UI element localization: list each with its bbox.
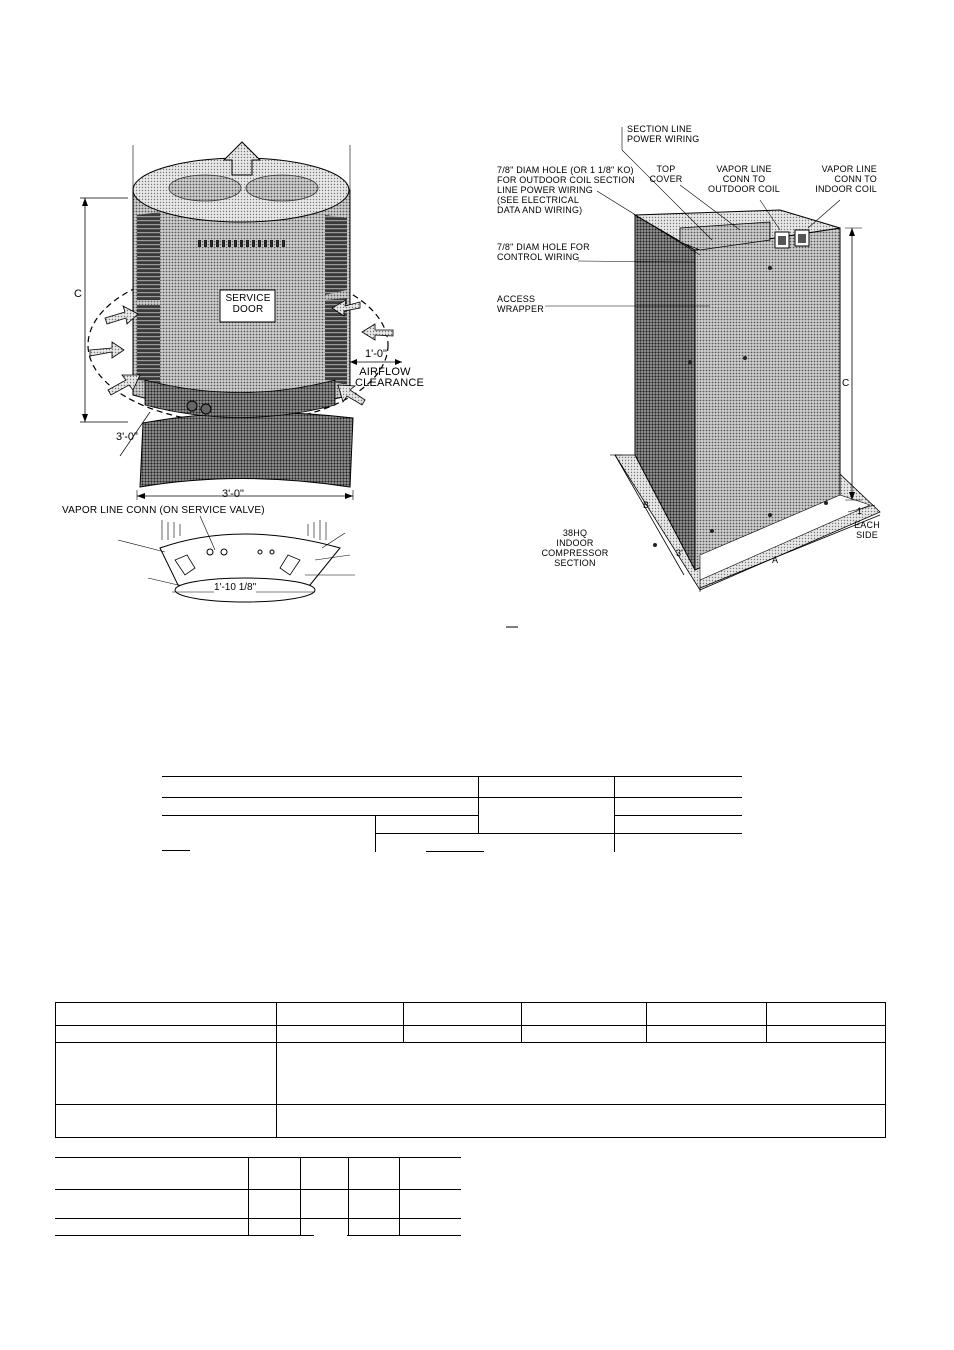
table-cell: [277, 1105, 886, 1138]
vent-slots: [198, 240, 285, 247]
table-cell: [277, 1043, 886, 1105]
base-dim: 1'-10 1/8": [214, 582, 257, 593]
table-cell: [56, 1003, 277, 1026]
right-dim-c: C: [842, 378, 850, 389]
section-name-label: 38HQ INDOOR COMPRESSOR SECTION: [541, 528, 609, 568]
vapor-line-conn-label: VAPOR LINE CONN (ON SERVICE VALVE): [62, 505, 265, 516]
diam-hole-power-label: 7/8" DIAM HOLE (OR 1 1/8" KO) FOR OUTDOOR COIL SECTION LINE POWER WIRING (SEE ELECTRICAL DATA AND WIRING): [497, 165, 635, 215]
each-side-label: EACH SIDE: [854, 520, 880, 540]
top-cover-label: TOP COVER: [649, 164, 683, 184]
spec-table: [55, 1002, 886, 1138]
vapor-indoor-label: VAPOR LINE CONN TO INDOOR COIL: [815, 164, 877, 194]
table-cell: [277, 1003, 404, 1026]
right-dim-1: 1': [857, 506, 864, 516]
service-door-label: SERVICE DOOR: [225, 293, 271, 315]
front-dim: 3'-0": [116, 431, 138, 443]
table-cell: [767, 1026, 886, 1043]
grille-right-upper: [325, 215, 347, 295]
table-cell: [404, 1026, 522, 1043]
table-cell: [767, 1003, 886, 1026]
table-cell: [647, 1026, 767, 1043]
concrete-pad: [140, 413, 353, 487]
fan-right: [246, 175, 318, 201]
fan-left: [169, 175, 241, 201]
left-dim-c: C: [74, 288, 82, 300]
table-cell: [56, 1043, 277, 1105]
diam-hole-control-label: 7/8" DIAM HOLE FOR CONTROL WIRING: [497, 242, 590, 262]
table-cell: [404, 1003, 522, 1026]
grille-left-lower: [137, 305, 160, 385]
table-cell: [522, 1026, 647, 1043]
table-cell: [647, 1003, 767, 1026]
table-cell: [56, 1026, 277, 1043]
table-cell: [277, 1026, 404, 1043]
grille-left-upper: [137, 212, 160, 300]
right-dim-3: 3': [676, 548, 683, 558]
table-cell: [56, 1105, 277, 1138]
right-dim-b: B: [643, 500, 650, 510]
table-cell: [522, 1003, 647, 1026]
access-wrapper-label: ACCESS WRAPPER: [497, 294, 544, 314]
airflow-clearance-label: AIRFLOW CLEARANCE: [355, 366, 425, 389]
bottom-dim: 3'-0": [222, 488, 244, 500]
section-line-label: SECTION LINE POWER WIRING: [627, 124, 700, 144]
right-dim-a: A: [772, 555, 779, 565]
vapor-outdoor-label: VAPOR LINE CONN TO OUTDOOR COIL: [708, 164, 780, 194]
clearance-dim: 1'-0": [365, 348, 387, 360]
